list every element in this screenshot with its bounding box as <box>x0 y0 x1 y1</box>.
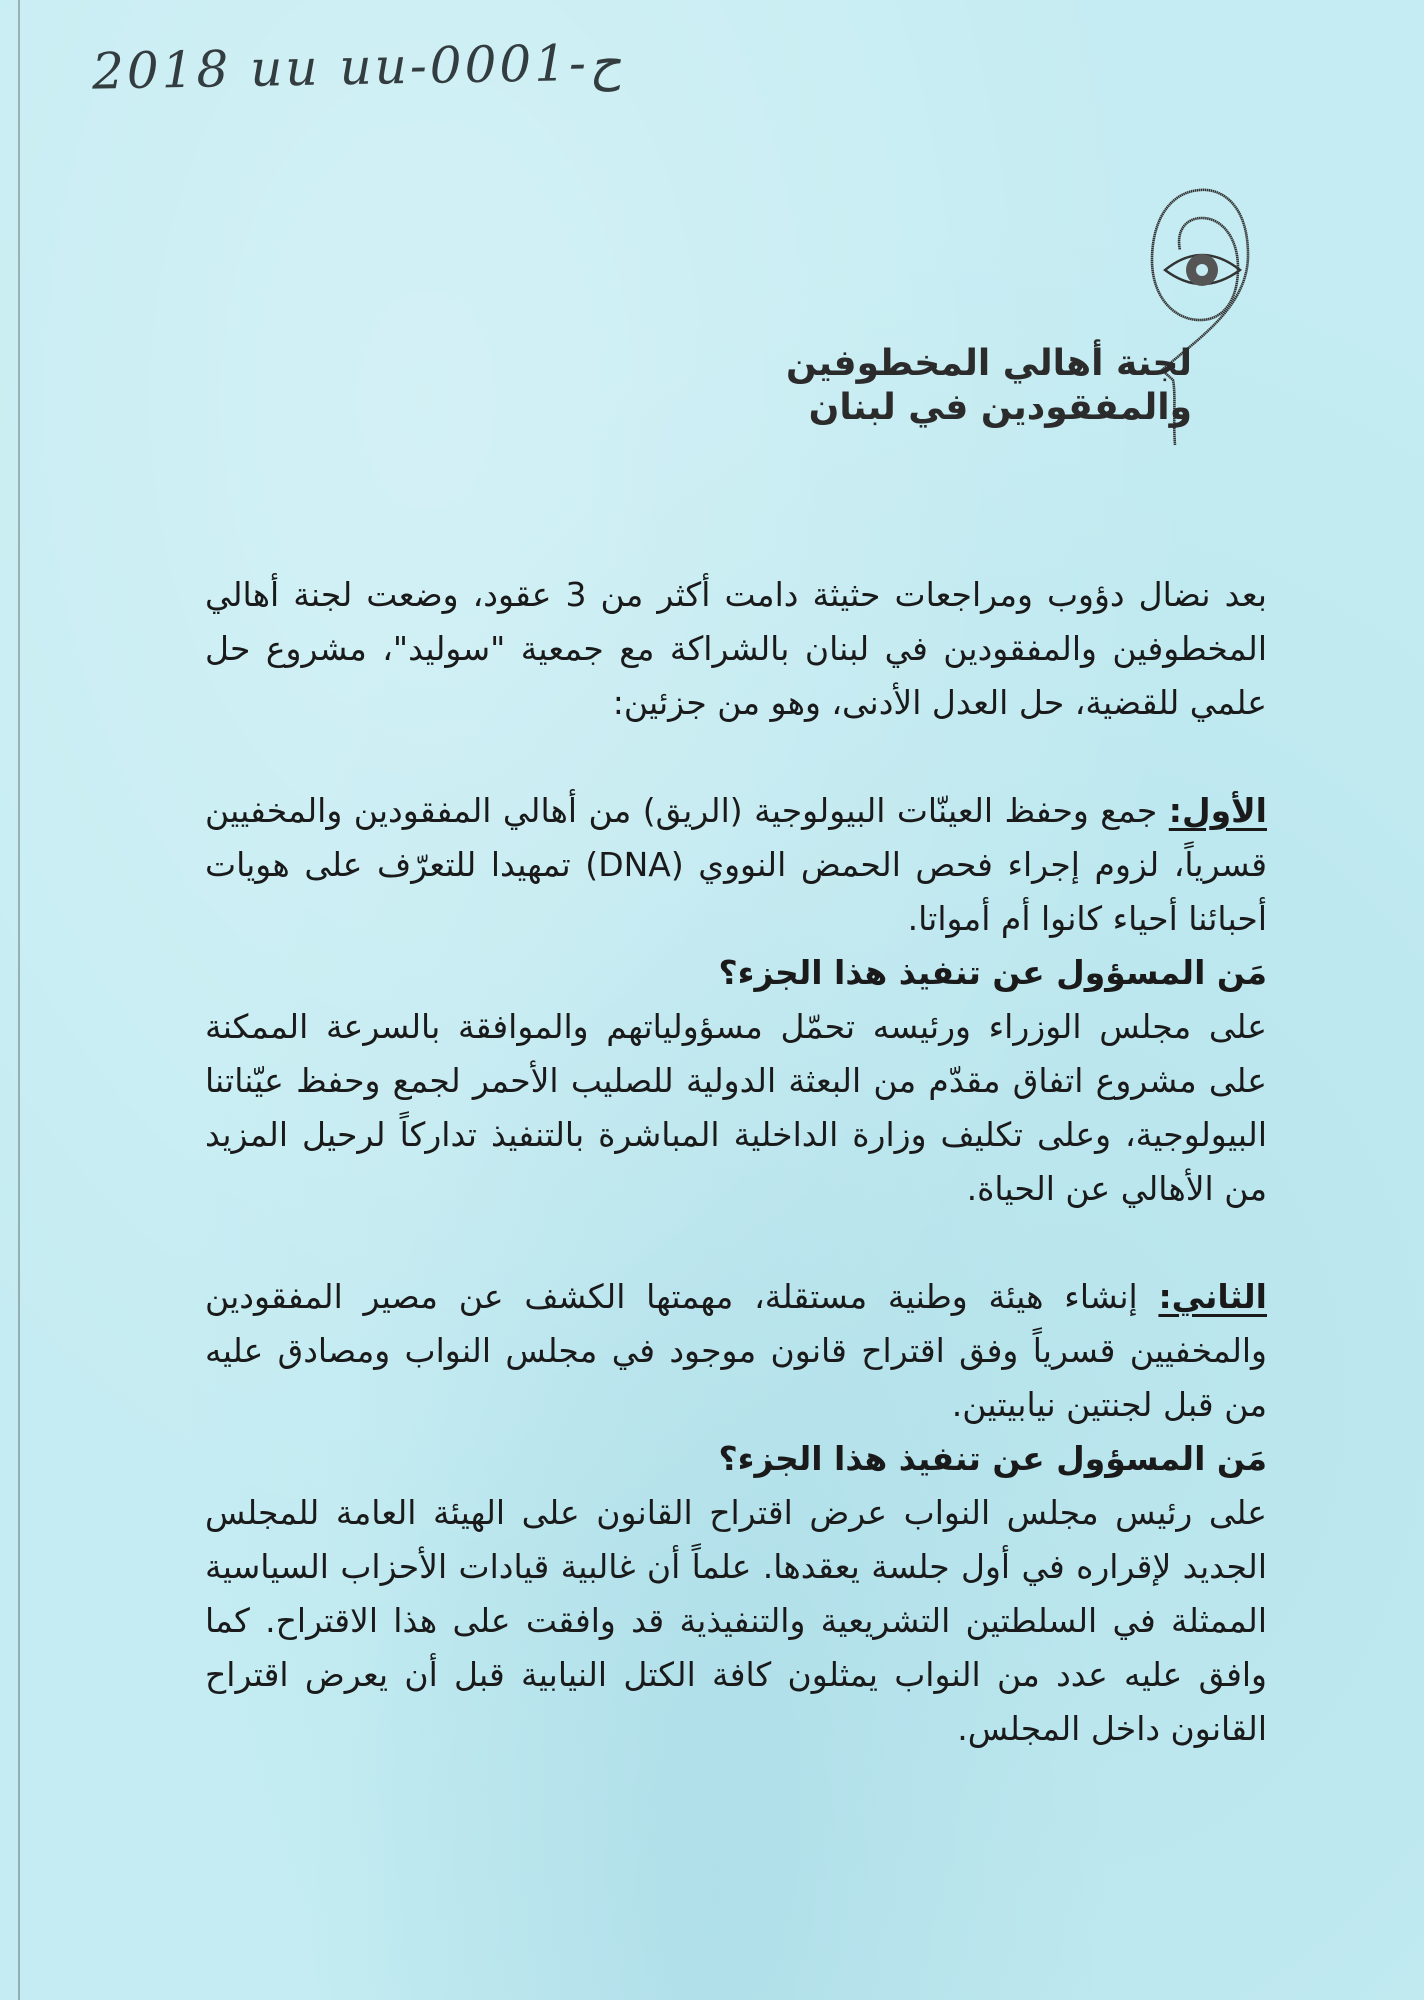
part1-question: مَن المسؤول عن تنفيذ هذا الجزء؟ <box>718 953 1267 992</box>
part2-label: الثاني: <box>1158 1277 1267 1316</box>
part1-paragraph <box>205 784 1267 946</box>
part2-text: إنشاء هيئة وطنية مستقلة، مهمتها الكشف عن مصير المفقودين والمخفيين قسرياً وفق اقتراح قانون موجود في مجلس النواب ومصادق عليه من قبل لجنتين نيابيتين. <box>205 1277 1267 1424</box>
organization-name-line1: لجنة أهالي المخطوفين <box>785 343 1192 384</box>
part2-question: مَن المسؤول عن تنفيذ هذا الجزء؟ <box>718 1439 1267 1478</box>
organization-name-line2: والمفقودين في لبنان <box>808 387 1192 428</box>
intro-paragraph: بعد نضال دؤوب ومراجعات حثيثة دامت أكثر من 3 عقود، وضعت لجنة أهالي المخطوفين والمفقودين في لبنان بالشراكة مع جمعية "سوليد"، مشروع حل علمي للقضية، حل العدل الأدنى، وهو من جزئين: <box>205 575 1267 722</box>
part2-answer: على رئيس مجلس النواب عرض اقتراح القانون على الهيئة العامة للمجلس الجديد لإقراره في أول جلسة يعقدها. علماً أن غالبية قيادات الأحزاب السياسية الممثلة في السلطتين التشريعية والتنفيذية قد وافقت على هذا الاقتراح. كما وافق عليه عدد من النواب يمثلون كافة الكتل النيابية قبل أن يعرض اقتراح القانون داخل المجلس. <box>205 1493 1267 1748</box>
organization-name <box>786 342 1192 430</box>
handwritten-reference: 2018 uu uu-0001-ح <box>91 33 622 101</box>
part1-label: الأول: <box>1168 791 1267 830</box>
part2-paragraph <box>205 1270 1267 1432</box>
page-edge <box>18 0 20 2000</box>
part1-answer: على مجلس الوزراء ورئيسه تحمّل مسؤولياتهم والموافقة بالسرعة الممكنة على مشروع اتفاق مقدّم من البعثة الدولية للصليب الأحمر لجمع وحفظ عيّناتنا البيولوجية، وعلى تكليف وزارة الداخلية المباشرة بالتنفيذ تداركاً لرحيل المزيد من الأهالي عن الحياة. <box>205 1007 1267 1208</box>
part1-text: جمع وحفظ العينّات البيولوجية (الريق) من أهالي المفقودين والمخفيين قسرياً، لزوم إجراء فحص الحمض النووي (DNA) تمهيدا للتعرّف على هويات أحبائنا أحياء كانوا أم أمواتا. <box>205 791 1268 938</box>
document-body <box>205 568 1267 1756</box>
